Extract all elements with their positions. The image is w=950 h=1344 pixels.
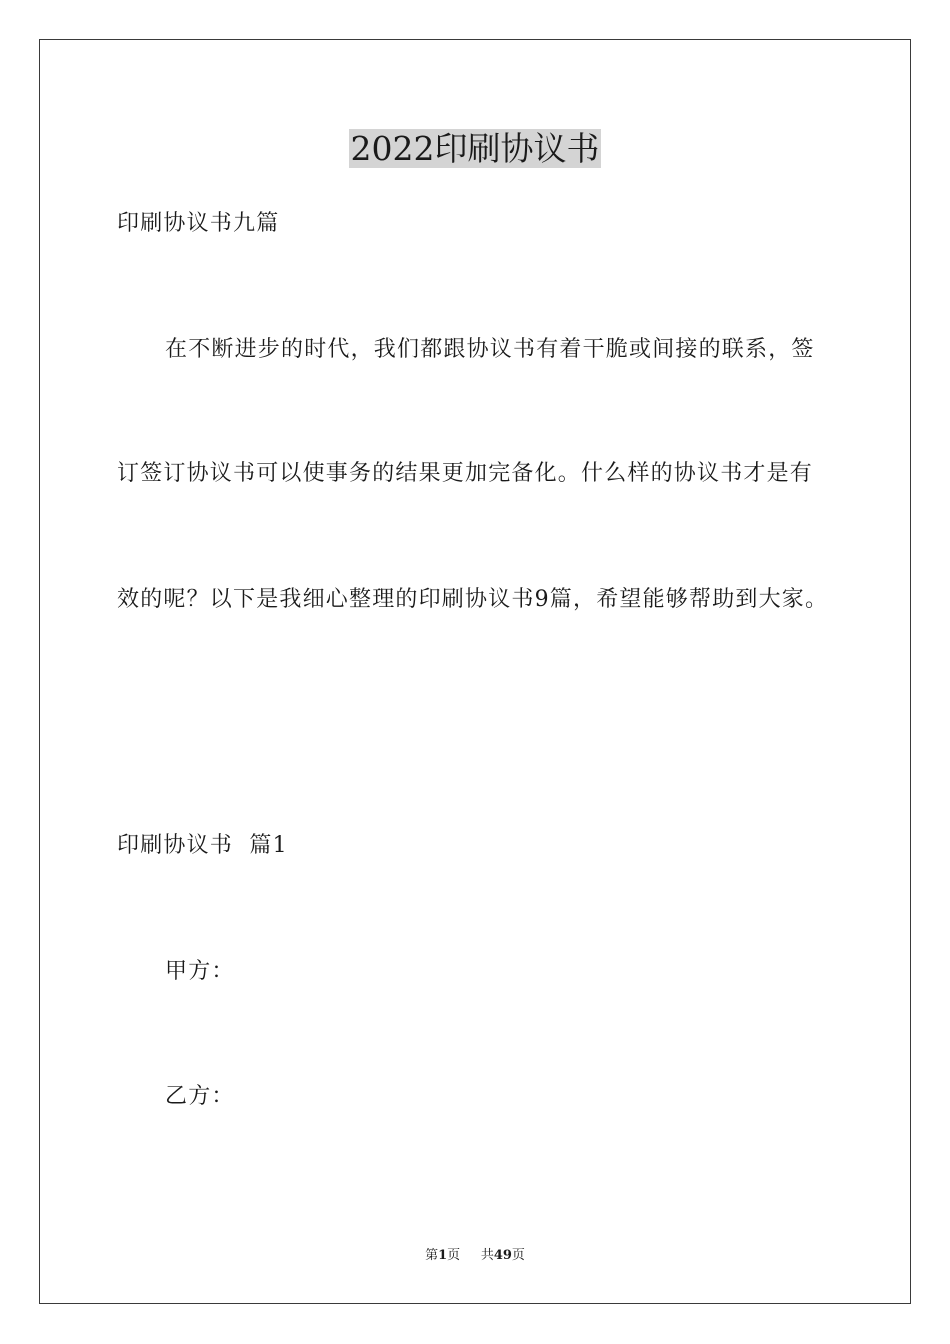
footer-total-suffix: 页 bbox=[511, 1248, 525, 1263]
footer-page-prefix: 第 bbox=[425, 1248, 439, 1263]
section-heading: 印刷协议书 篇1 bbox=[117, 833, 288, 858]
footer-page-suffix: 页 bbox=[447, 1248, 461, 1263]
footer-total-pages: 49 bbox=[493, 1248, 512, 1263]
footer-total-prefix: 共 bbox=[480, 1248, 494, 1263]
page-footer bbox=[0, 1247, 950, 1265]
document-title bbox=[0, 127, 950, 171]
footer-page-number: 1 bbox=[438, 1248, 448, 1263]
document-title-text: 2022印刷协议书 bbox=[350, 129, 600, 168]
intro-paragraph-line-1: 在不断进步的时代，我们都跟协议书有着干脆或间接的联系，签 bbox=[165, 337, 815, 362]
intro-paragraph-line-3: 效的呢？以下是我细心整理的印刷协议书9篇，希望能够帮助到大家。 bbox=[117, 587, 829, 612]
intro-paragraph-line-2: 订签订协议书可以使事务的结果更加完备化。什么样的协议书才是有 bbox=[117, 461, 814, 486]
party-b-label: 乙方： bbox=[165, 1084, 235, 1109]
party-a-label: 甲方： bbox=[165, 959, 235, 984]
document-subtitle: 印刷协议书九篇 bbox=[117, 211, 280, 236]
